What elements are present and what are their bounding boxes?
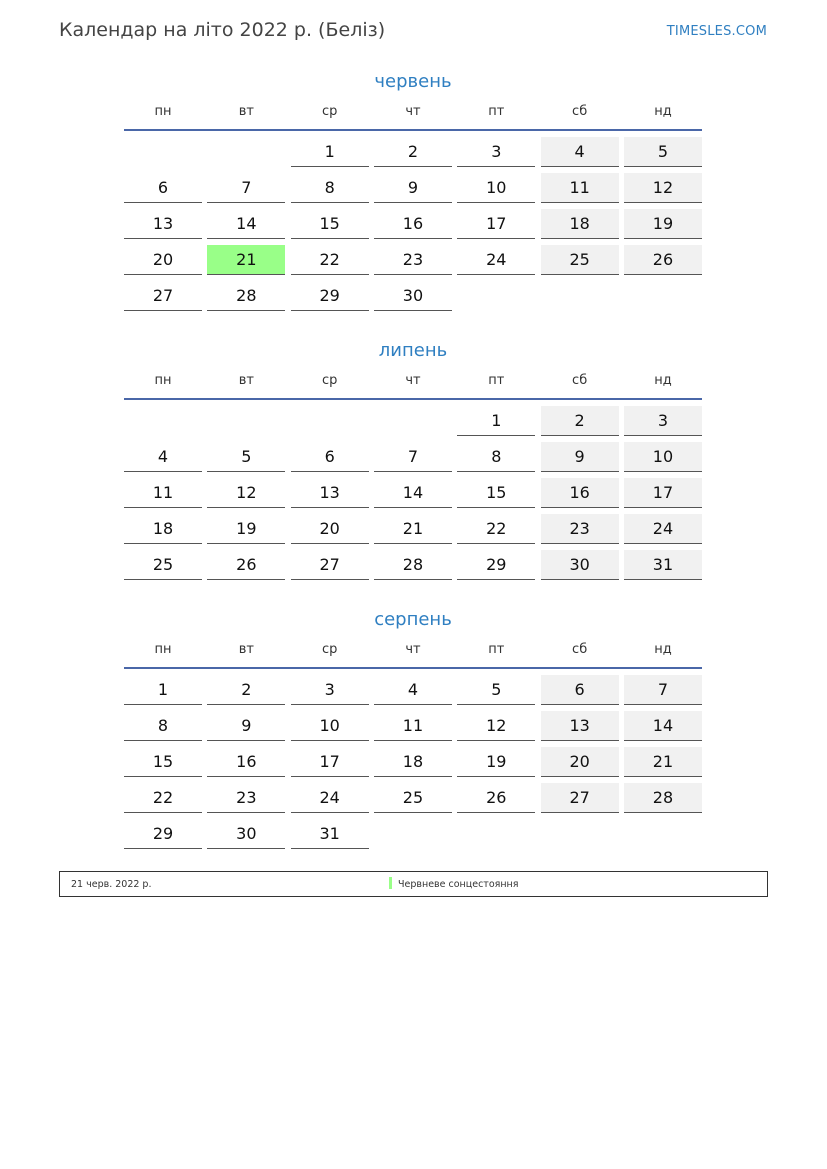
day-cell: 20 — [124, 245, 202, 275]
day-cell: 11 — [374, 711, 452, 741]
day-cell: 2 — [207, 675, 285, 705]
day-cell: 23 — [207, 783, 285, 813]
day-cell: 17 — [457, 209, 535, 239]
day-cell: 22 — [291, 245, 369, 275]
day-cell: 25 — [374, 783, 452, 813]
day-cell: 21 — [624, 747, 702, 777]
empty-cell — [207, 406, 285, 436]
day-cell: 25 — [124, 550, 202, 580]
weekday-label: ср — [321, 103, 338, 119]
holiday-day-cell: 21 — [207, 245, 285, 275]
weekday-label: вт — [238, 103, 254, 119]
day-cell: 7 — [207, 173, 285, 203]
header-divider — [124, 667, 702, 669]
day-cell: 23 — [541, 514, 619, 544]
day-cell: 13 — [124, 209, 202, 239]
weekday-label: чт — [405, 372, 421, 388]
day-cell: 18 — [124, 514, 202, 544]
day-cell: 28 — [624, 783, 702, 813]
weekday-label: нд — [654, 372, 672, 388]
day-grid — [124, 137, 702, 311]
day-cell: 17 — [291, 747, 369, 777]
page-title: Календар на літо 2022 р. (Беліз) — [59, 19, 386, 41]
legend-date: 21 черв. 2022 р. — [71, 879, 152, 890]
day-cell: 14 — [374, 478, 452, 508]
day-cell: 2 — [541, 406, 619, 436]
day-cell: 1 — [124, 675, 202, 705]
day-cell: 30 — [207, 819, 285, 849]
day-cell: 5 — [457, 675, 535, 705]
day-cell: 19 — [624, 209, 702, 239]
weekday-label: пн — [154, 641, 172, 657]
weekday-label: пт — [488, 103, 505, 119]
day-cell: 9 — [374, 173, 452, 203]
day-cell: 9 — [541, 442, 619, 472]
day-cell: 13 — [541, 711, 619, 741]
day-cell: 5 — [207, 442, 285, 472]
day-cell: 24 — [291, 783, 369, 813]
weekday-label: пн — [154, 103, 172, 119]
empty-cell — [374, 406, 452, 436]
day-cell: 4 — [541, 137, 619, 167]
day-cell: 8 — [291, 173, 369, 203]
day-cell: 15 — [457, 478, 535, 508]
month-title: серпень — [374, 609, 452, 630]
day-cell: 6 — [541, 675, 619, 705]
day-cell: 4 — [374, 675, 452, 705]
day-cell: 23 — [374, 245, 452, 275]
day-cell: 4 — [124, 442, 202, 472]
weekday-header — [124, 635, 702, 663]
day-cell: 28 — [207, 281, 285, 311]
day-cell: 3 — [291, 675, 369, 705]
day-cell: 30 — [541, 550, 619, 580]
day-cell: 1 — [457, 406, 535, 436]
day-cell: 1 — [291, 137, 369, 167]
weekday-label: чт — [405, 103, 421, 119]
day-grid — [124, 675, 702, 849]
day-cell: 8 — [124, 711, 202, 741]
weekday-label: ср — [321, 641, 338, 657]
weekday-label: пн — [154, 372, 172, 388]
brand-link[interactable]: TIMESLES.COM — [666, 24, 767, 39]
day-cell: 27 — [124, 281, 202, 311]
day-cell: 6 — [291, 442, 369, 472]
empty-cell — [291, 406, 369, 436]
weekday-label: сб — [572, 372, 588, 388]
weekday-label: сб — [572, 641, 588, 657]
day-cell: 2 — [374, 137, 452, 167]
weekday-label: вт — [238, 641, 254, 657]
day-cell: 13 — [291, 478, 369, 508]
day-cell: 16 — [207, 747, 285, 777]
day-cell: 17 — [624, 478, 702, 508]
day-cell: 3 — [457, 137, 535, 167]
day-cell: 26 — [457, 783, 535, 813]
month-august — [124, 605, 702, 849]
month-june — [124, 67, 702, 311]
legend-holiday-name: Червневе сонцестояння — [398, 879, 519, 890]
day-cell: 26 — [207, 550, 285, 580]
day-cell: 31 — [624, 550, 702, 580]
month-title: липень — [378, 340, 448, 361]
weekday-header — [124, 366, 702, 394]
day-cell: 11 — [541, 173, 619, 203]
day-cell: 10 — [291, 711, 369, 741]
weekday-label: сб — [572, 103, 588, 119]
day-cell: 14 — [624, 711, 702, 741]
header-divider — [124, 129, 702, 131]
day-cell: 27 — [291, 550, 369, 580]
day-cell: 21 — [374, 514, 452, 544]
month-title: червень — [374, 71, 452, 92]
day-cell: 22 — [457, 514, 535, 544]
header-divider — [124, 398, 702, 400]
day-cell: 7 — [374, 442, 452, 472]
day-cell: 30 — [374, 281, 452, 311]
day-cell: 19 — [207, 514, 285, 544]
day-grid — [124, 406, 702, 580]
month-july — [124, 336, 702, 580]
weekday-label: вт — [238, 372, 254, 388]
weekday-header — [124, 97, 702, 125]
day-cell: 18 — [374, 747, 452, 777]
day-cell: 15 — [291, 209, 369, 239]
day-cell: 12 — [624, 173, 702, 203]
day-cell: 7 — [624, 675, 702, 705]
day-cell: 10 — [457, 173, 535, 203]
day-cell: 16 — [541, 478, 619, 508]
empty-cell — [207, 137, 285, 167]
day-cell: 19 — [457, 747, 535, 777]
day-cell: 5 — [624, 137, 702, 167]
day-cell: 20 — [541, 747, 619, 777]
weekday-label: пт — [488, 641, 505, 657]
day-cell: 16 — [374, 209, 452, 239]
day-cell: 20 — [291, 514, 369, 544]
day-cell: 6 — [124, 173, 202, 203]
day-cell: 14 — [207, 209, 285, 239]
day-cell: 22 — [124, 783, 202, 813]
day-cell: 12 — [207, 478, 285, 508]
day-cell: 9 — [207, 711, 285, 741]
day-cell: 25 — [541, 245, 619, 275]
day-cell: 31 — [291, 819, 369, 849]
legend-color-swatch — [389, 877, 392, 889]
weekday-label: пт — [488, 372, 505, 388]
day-cell: 29 — [457, 550, 535, 580]
day-cell: 12 — [457, 711, 535, 741]
day-cell: 27 — [541, 783, 619, 813]
empty-cell — [124, 406, 202, 436]
day-cell: 11 — [124, 478, 202, 508]
day-cell: 24 — [457, 245, 535, 275]
day-cell: 18 — [541, 209, 619, 239]
day-cell: 10 — [624, 442, 702, 472]
day-cell: 29 — [291, 281, 369, 311]
weekday-label: чт — [405, 641, 421, 657]
weekday-label: нд — [654, 103, 672, 119]
weekday-label: ср — [321, 372, 338, 388]
day-cell: 29 — [124, 819, 202, 849]
holiday-legend — [59, 871, 768, 897]
day-cell: 26 — [624, 245, 702, 275]
day-cell: 8 — [457, 442, 535, 472]
day-cell: 24 — [624, 514, 702, 544]
day-cell: 28 — [374, 550, 452, 580]
empty-cell — [124, 137, 202, 167]
weekday-label: нд — [654, 641, 672, 657]
day-cell: 15 — [124, 747, 202, 777]
day-cell: 3 — [624, 406, 702, 436]
